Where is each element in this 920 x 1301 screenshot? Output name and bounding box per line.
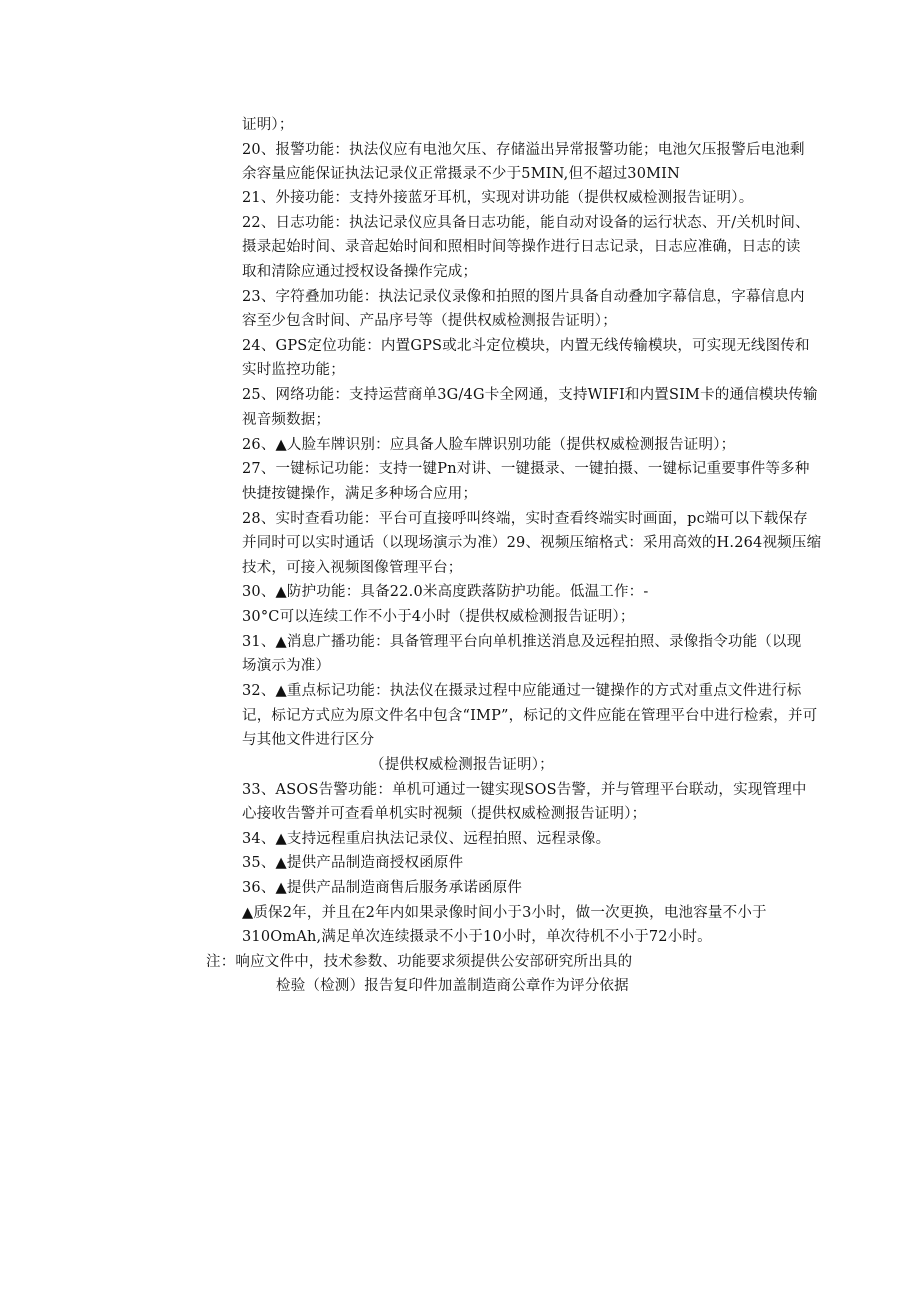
text-line: 30、▲防护功能：具备22.0米高度跌落防护功能。低温工作：- bbox=[242, 584, 649, 600]
text-line: 与其他文件进行区分 bbox=[242, 732, 375, 748]
text-line: 取和清除应通过授权设备操作完成； bbox=[242, 264, 478, 280]
text-line: 记，标记方式应为原文件名中包含“IMP”，标记的文件应能在管理平台中进行检索，并可 bbox=[242, 708, 818, 724]
text-line: （提供权威检测报告证明）； bbox=[370, 757, 554, 773]
text-line: 22、日志功能：执法记录仪应具备日志功能，能自动对设备的运行状态、开/关机时间、 bbox=[242, 215, 810, 231]
note-line: 检验（检测）报告复印件加盖制造商公章作为评分依据 bbox=[276, 978, 629, 994]
text-line: ▲质保2年，并且在2年内如果录像时间小于3小时，做一次更换，电池容量不小于 bbox=[242, 905, 767, 921]
text-line: 证明）； bbox=[242, 117, 294, 133]
text-line: 30°C可以连续工作不小于4小时（提供权威检测报告证明）； bbox=[242, 609, 635, 625]
text-line: 31、▲消息广播功能：具备管理平台向单机推送消息及远程拍照、录像指令功能（以现 bbox=[242, 634, 802, 650]
text-line: 24、GPS定位功能：内置GPS或北斗定位模块，内置无线传输模块，可实现无线图传和 bbox=[242, 338, 810, 354]
note-line: 注：响应文件中，技术参数、功能要求须提供公安部研究所出具的 bbox=[206, 954, 633, 970]
text-line: 容至少包含时间、产品序号等（提供权威检测报告证明）； bbox=[242, 313, 617, 329]
text-line: 快捷按键操作，满足多种场合应用； bbox=[242, 486, 478, 502]
text-line: 技术，可接入视频图像管理平台； bbox=[242, 560, 463, 576]
text-line: 余容量应能保证执法记录仪正常摄录不少于5MIN,但不超过30MIN bbox=[242, 166, 680, 182]
text-line: 实时监控功能； bbox=[242, 362, 345, 378]
text-line: 36、▲提供产品制造商售后服务承诺函原件 bbox=[242, 880, 523, 896]
text-line: 摄录起始时间、录音起始时间和照相时间等操作进行日志记录，日志应准确，日志的读 bbox=[242, 239, 801, 255]
text-line: 310OmAh,满足单次连续摄录不小于10小时，单次待机不小于72小时。 bbox=[242, 929, 712, 945]
text-line: 心接收告警并可查看单机实时视频（提供权威检测报告证明）； bbox=[242, 806, 647, 822]
text-line: 并同时可以实时通话（以现场演示为准）29、视频压缩格式：采用高效的H.264视频压缩 bbox=[242, 535, 822, 551]
text-line: 20、报警功能：执法仪应有电池欠压、存储溢出异常报警功能；电池欠压报警后电池剩 bbox=[242, 142, 805, 158]
text-line: 33、ASOS告警功能：单机可通过一键实现SOS告警，并与管理平台联动，实现管理中 bbox=[242, 782, 807, 798]
text-line: 28、实时查看功能：平台可直接呼叫终端，实时查看终端实时画面，pc端可以下载保存 bbox=[242, 511, 808, 527]
text-line: 23、字符叠加功能：执法记录仪录像和拍照的图片具备自动叠加字幕信息，字幕信息内 bbox=[242, 289, 805, 305]
text-line: 场演示为准） bbox=[242, 658, 331, 674]
text-line: 视音频数据； bbox=[242, 412, 331, 428]
text-line: 32、▲重点标记功能：执法仪在摄录过程中应能通过一键操作的方式对重点文件进行标 bbox=[242, 683, 802, 699]
text-line: 26、▲人脸车牌识别：应具备人脸车牌识别功能（提供权威检测报告证明）； bbox=[242, 437, 736, 453]
text-line: 27、一键标记功能：支持一键Pn对讲、一键摄录、一键拍摄、一键标记重要事件等多种 bbox=[242, 461, 810, 477]
text-line: 25、网络功能：支持运营商单3G/4G卡全网通，支持WIFI和内置SIM卡的通信模块传输 bbox=[242, 387, 818, 403]
text-line: 21、外接功能：支持外接蓝牙耳机，实现对讲功能（提供权威检测报告证明）。 bbox=[242, 190, 754, 206]
text-line: 34、▲支持远程重启执法记录仪、远程拍照、远程录像。 bbox=[242, 831, 611, 847]
text-line: 35、▲提供产品制造商授权函原件 bbox=[242, 855, 464, 871]
